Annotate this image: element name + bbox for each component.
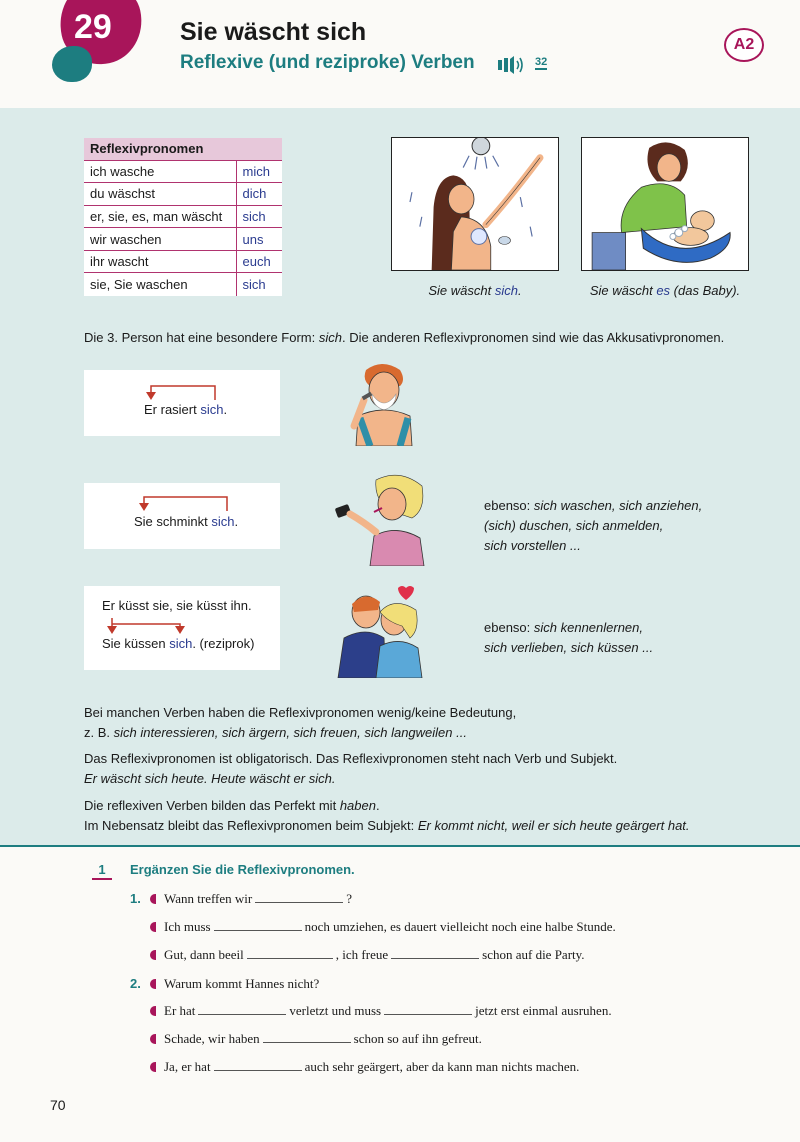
answer-blank[interactable] [263,1033,351,1043]
example-sentence: Er küsst sie, sie küsst ihn. [102,598,252,613]
note-line [84,769,617,789]
ebenso-verbs: sich waschen, sich anziehen, [533,498,703,513]
exercise-text: Warum kommt Hannes nicht? [164,976,320,991]
example-text: . (reziprok) [192,636,255,651]
caption-shower [391,283,559,298]
speaker-bullet-icon [150,1006,156,1016]
example-box-schminkt [84,483,280,549]
example-sentence [144,402,227,417]
page-title: Sie wäscht sich [180,18,367,46]
ebenso-line [484,536,702,556]
note-emphasis: Er wäscht sich heute. Heute wäscht er sich. [84,771,336,786]
ebenso-line [484,618,653,638]
exercise-line [150,1031,482,1047]
ebenso-verbs: sich verlieben, sich küssen ... [484,640,654,655]
exercise-item-index: 2. [130,976,141,991]
exercise-item-index: 1. [130,891,141,906]
exercise-number: 1 [92,862,112,880]
kissing-couple-image [336,582,428,678]
answer-blank[interactable] [198,1005,286,1015]
reflexive-pronoun-table [84,138,282,296]
table-pronoun: dich [236,183,282,206]
ebenso-verbs: sich kennenlernen, [533,620,644,635]
exercise-text: , ich freue [335,947,389,962]
ebenso-verbs: (sich) duschen, sich anmelden, [484,518,664,533]
exercise-line [150,1003,612,1019]
caption-text: (das Baby). [670,283,741,298]
table-verb: sie, Sie waschen [84,273,236,296]
exercise-line [150,891,352,907]
note-paragraph-1 [84,703,516,743]
kissing-couple-illustration [336,582,428,678]
table-row [84,205,282,228]
shower-illustration [391,137,559,271]
level-badge: A2 [724,28,764,62]
note-paragraph-2 [84,749,617,789]
exercise-text: verletzt und muss [289,1003,382,1018]
answer-blank[interactable] [255,893,343,903]
table-header: Reflexivpronomen [84,138,282,160]
exercise-line [150,919,616,935]
table-verb: ihr wascht [84,250,236,273]
note-line: Das Reflexivpronomen ist obligatorisch. Das Reflexivpronomen steht nach Verb und Subjekt. [84,751,618,766]
table-pronoun: euch [236,250,282,273]
exercise-section [0,845,800,1142]
note-text: z. B. [84,725,114,740]
example-box-kuessen [84,586,280,670]
exercise-text: Schade, wir haben [164,1031,260,1046]
example-box-rasiert [84,370,280,436]
exercise-text: jetzt erst einmal ausruhen. [475,1003,612,1018]
table-row [84,273,282,296]
answer-blank[interactable] [384,1005,472,1015]
table-row [84,228,282,251]
table-pronoun: uns [236,228,282,251]
note-line: Bei manchen Verben haben die Reflexivpronomen wenig/keine Bedeutung, [84,705,517,720]
ebenso-list-1 [484,496,702,556]
note-text: Im Nebensatz bleibt das Reflexivpronomen beim Subjekt: [84,818,418,833]
table-verb: du wäschst [84,183,236,206]
ebenso-verbs: sich vorstellen ... [484,538,581,553]
table-pronoun: sich [236,205,282,228]
audio-track-number: 32 [535,56,548,68]
note-emphasis: haben [339,798,376,813]
answer-blank[interactable] [391,949,479,959]
exercise-text: Ja, er hat [164,1059,211,1074]
ebenso-line [484,516,702,536]
baby-bath-illustration [581,137,749,271]
exercise-text: schon so auf ihn gefreut. [353,1031,482,1046]
note-line [84,723,516,743]
caption-highlight: sich [494,283,518,298]
speaker-bullet-icon [150,894,156,904]
exercise-line [150,976,319,992]
example-text: Er rasiert [144,402,201,417]
speaker-bullet-icon [150,922,156,932]
caption-text: Sie wäscht [589,283,657,298]
table-verb: ich wasche [84,160,236,183]
makeup-woman-illustration [330,470,430,566]
example-text: Sie schminkt [134,514,212,529]
exercise-text: schon auf die Party. [482,947,585,962]
speaker-bullet-icon [150,1062,156,1072]
table-row [84,250,282,273]
answer-blank[interactable] [214,921,302,931]
note-line [84,816,690,836]
example-text: Sie küssen [102,636,170,651]
example-highlight: sich [211,514,235,529]
chapter-badge-accent [52,46,92,82]
intro-text: . Die anderen Reflexivpronomen sind wie das Akkusativpronomen. [341,330,725,345]
answer-blank[interactable] [214,1061,302,1071]
audio-icon[interactable] [497,55,525,75]
page-subtitle: Reflexive (und reziproke) Verben [180,52,475,73]
example-sentence [102,636,254,651]
intro-text: Die 3. Person hat eine besondere Form: [84,330,319,345]
table-pronoun: mich [236,160,282,183]
exercise-text: noch umziehen, es dauert vielleicht noch eine halbe Stunde. [304,919,616,934]
exercise-text: Er hat [164,1003,196,1018]
shaving-man-image [326,356,422,446]
shower-woman-image [392,138,558,270]
intro-emphasis: sich [318,330,342,345]
exercise-text: Gut, dann beeil [164,947,244,962]
caption-text: Sie wäscht [428,283,495,298]
ebenso-label: ebenso: [484,620,534,635]
chapter-number: 29 [74,8,112,46]
table-row [84,183,282,206]
note-text: Die reflexiven Verben bilden das Perfekt mit [84,798,340,813]
caption-baby [575,283,755,298]
example-text: . [223,402,228,417]
caption-text: . [517,283,522,298]
example-sentence [134,514,238,529]
makeup-woman-image [330,470,430,566]
ebenso-label: ebenso: [484,498,534,513]
note-emphasis: sich interessieren, sich ärgern, sich freuen, sich langweilen ... [113,725,467,740]
note-emphasis: Er kommt nicht, weil er sich heute geärgert hat. [417,818,690,833]
table-verb: er, sie, es, man wäscht [84,205,236,228]
example-highlight: sich [200,402,224,417]
ebenso-line [484,496,702,516]
note-text: . [375,798,380,813]
example-text: . [234,514,239,529]
table-verb: wir waschen [84,228,236,251]
shaving-man-illustration [326,356,422,446]
answer-blank[interactable] [247,949,333,959]
speaker-bullet-icon [150,979,156,989]
example-highlight: sich [169,636,193,651]
speaker-bullet-icon [150,1034,156,1044]
speaker-bullet-icon [150,950,156,960]
woman-washing-baby-image [582,138,748,270]
exercise-text: Wann treffen wir [164,891,253,906]
exercise-line [150,1059,579,1075]
ebenso-line [484,638,653,658]
page-header [0,0,800,108]
table-pronoun: sich [236,273,282,296]
table-row [84,160,282,183]
caption-highlight: es [656,283,671,298]
exercise-title: Ergänzen Sie die Reflexivpronomen. [130,862,355,877]
exercise-text: auch sehr geärgert, aber da kann man nichts machen. [304,1059,580,1074]
exercise-text: ? [346,891,353,906]
page-number: 70 [50,1097,66,1113]
intro-sentence [84,328,724,348]
ebenso-list-2 [484,618,653,658]
exercise-text: Ich muss [164,919,211,934]
exercise-line [150,947,585,963]
note-line [84,796,690,816]
note-paragraph-3 [84,796,690,836]
